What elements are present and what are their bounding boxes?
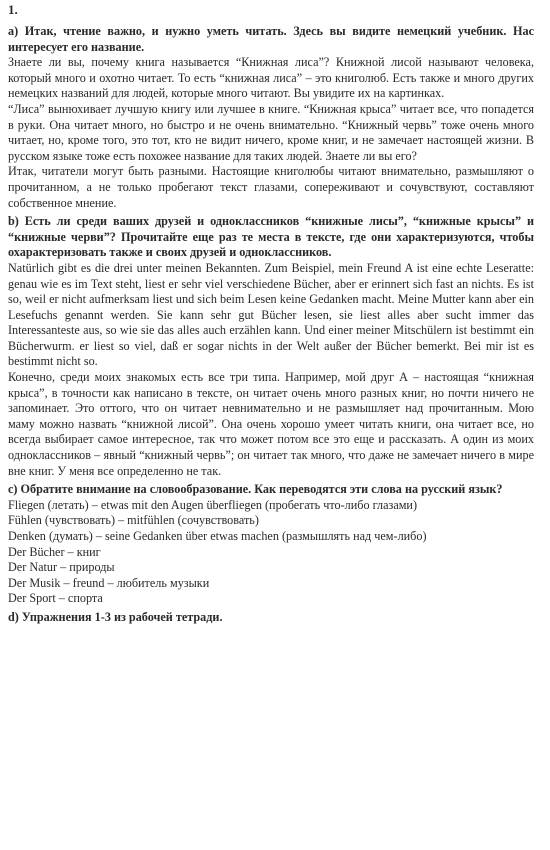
word-line-denken: Denken (думать) – seine Gedanken über etwas machen (размышлять над чем-либо): [8, 529, 427, 543]
word-line-fuehlen: Fühlen (чувствовать) – mitfühlen (сочувствовать): [8, 513, 259, 528]
task-d-heading: d) Упражнения 1-3 из рабочей тетради.: [8, 609, 223, 624]
vocab-item: Der Natur – природы: [8, 560, 115, 575]
word-line-fliegen: Fliegen (летать) – etwas mit den Augen überfliegen (пробегать что-либо глазами): [8, 497, 418, 512]
vocab-item: Der Sport – спорта: [8, 591, 103, 606]
paragraph-a1: Знаете ли вы, почему книга называется “Книжная лиса”? Книжной лисой называют человека, который много и охотно читает. То есть “книжная лиса” – это книголюб. Есть также и много других немецких названий для людей, которые много читают. Вы увидите их на картинках.: [8, 55, 534, 101]
vocab-grid: [8, 545, 534, 607]
paragraph-a2: “Лиса” вынюхивает лучшую книгу или лучшее в книге. “Книжная крыса” читает все, что попадется в руки. Она читает много, но быстро и не очень внимательно. “Книжный червь” тоже очень много читает, но, кроме того, это тот, кто не видит ничего, кроме книг, и не замечает настоящей жизни. В русском языке тоже есть похожее название для таких людей. Знаете ли вы его?: [8, 101, 534, 163]
task-a-heading: a) Итак, чтение важно, и нужно уметь читать. Здесь вы видите немецкий учебник. Нас интересует его название.: [8, 24, 534, 54]
task-b-heading: b) Есть ли среди ваших друзей и одноклассников “книжные лисы”, “книжные крысы” и “книжные черви”? Прочитайте еще раз те места в тексте, где они характеризуются, чтобы охарактеризовать также и своих друзей и одноклассников.: [8, 214, 534, 260]
paragraph-a3: Итак, читатели могут быть разными. Настоящие книголюбы читают внимательно, размышляют о прочитанном, а не только пробегают текст глазами, сопереживают и сочувствуют, составляют собственное мнение.: [8, 164, 534, 210]
vocab-item: Der Musik – freund – любитель музыки: [8, 575, 210, 590]
vocab-item: Der Bücher – книг: [8, 544, 101, 559]
paragraph-b-german: Natürlich gibt es die drei unter meinen Bekannten. Zum Beispiel, mein Freund A ist eine echte Leseratte: genau wie es im Text steht, liest er sehr viel verschiedene Bücher, aber er erinnert sich fast an nichts. Es ist so, weil er nicht aufmerksam liest und sich beim Lesen keine Gedanken macht. Meine Mutter kann aber ein Lesefuchs genannt werden. Sie kann sehr gut Bücher lesen, sie liest alles aber sucht immer das Interessanteste aus, so wie sie das alles auch erzählen kann. Und einer meiner Mitschülern ist bestimmt ein Bücherwurm. er liest so viel, daß er sogar nichts in der Welt außer der Bücher bemerkt. Bei mir ist es bestimmt nicht so.: [8, 260, 534, 369]
exercise-number: 1.: [8, 2, 18, 17]
paragraph-b-russian: Конечно, среди моих знакомых есть все три типа. Например, мой друг А – настоящая “книжная крыса”, в точности как написано в тексте, он читает очень много разных книг, но почти ничего не запоминает. Это оттого, что он читает невнимательно и не размышляет над прочитанным. Мою маму можно назвать “книжной лисой”. Она очень хорошо умеет читать книги, она читает все, но всегда выбирает самое интересное, так что может потом все это еще и рассказать. А один из моих одноклассников – явный “книжный червь”; он читает так много, что даже не замечает ничего в мире вне книг. У меня все определенно не так.: [8, 370, 534, 478]
page: [8, 2, 534, 626]
task-c-heading: c) Обратите внимание на словообразование. Как переводятся эти слова на русский язык?: [8, 482, 503, 497]
